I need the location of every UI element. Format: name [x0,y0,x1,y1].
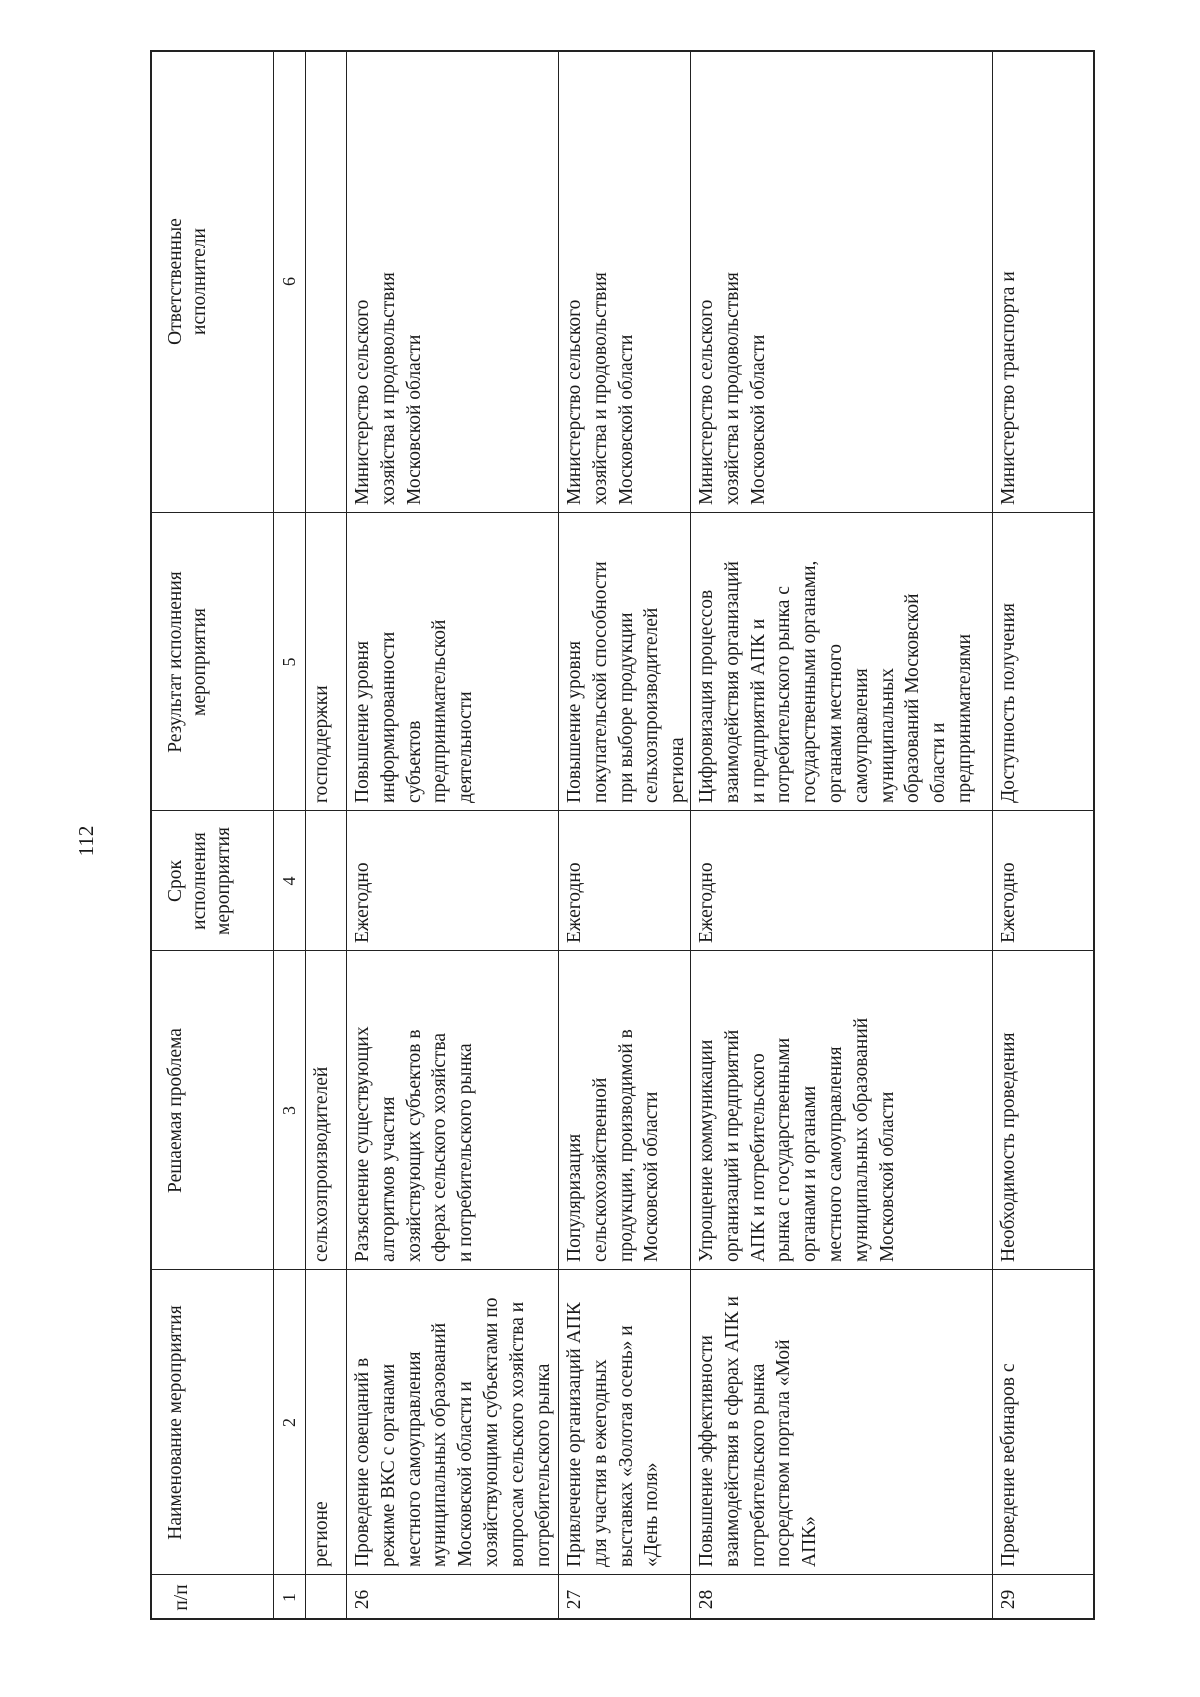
activities-table [150,50,1095,1620]
table-row-result: Цифровизация процессов взаимодействия организаций и предприятий АПК и потребительского рынка с государственными органами, органами местного самоуправления муниципальных образований Московской области и предпринимателями [696,560,975,803]
header-executor: Ответственные исполнители [165,218,210,345]
table-row-result: господдержки [311,685,332,803]
table-row-name: Привлечение организаций АПК для участия в ежегодных выставках «Золотая осень» и «День поля» [564,1302,663,1567]
column-number: 3 [279,1106,299,1115]
table-row-executor: Министерство сельского хозяйства и продовольствия Московской области [564,272,637,505]
column-number: 4 [279,876,299,886]
table-row-num [305,1575,346,1620]
table-row-name: Повышение эффективности взаимодействия в сферах АПК и потребительского рынка посредством портала «Мой АПК» [696,1296,821,1567]
table-row-problem: Разъяснение существующих алгоритмов участия хозяйствующих субъектов в сферах сельского хозяйства и потребительского рынка [352,1026,477,1262]
table-row-executor: Министерство сельского хозяйства и продовольствия Московской области [352,272,425,505]
column-number: 2 [279,1418,299,1427]
table-row-problem: Упрощение коммуникации организаций и предприятий АПК и потребительского рынка с государственными органами и органами местного самоуправления муниципальных образований Московской области [696,1017,898,1262]
table-row-executor [305,50,346,513]
table-row-num: 28 [696,1589,717,1610]
header-num: п/п [171,1584,192,1611]
table-row-problem: Популяризация сельскохозяйственной продукции, производимой в Московской области [564,1029,663,1262]
page-number: 112 [74,825,98,857]
table-row-name: регионе [311,1501,332,1567]
table-row-name: Проведение вебинаров с [998,1363,1019,1567]
table-row-num: 27 [564,1589,585,1610]
table-row-term [305,811,346,951]
table-row-name: Проведение совещаний в режиме ВКС с органами местного самоуправления муниципальных образований Московской области и хозяйствующими субъектами по вопросам сельского хозяйства и потребительского рынка [352,1297,554,1567]
table-row-num: 26 [352,1589,373,1610]
header-result: Результат исполнения мероприятия [165,571,210,753]
table-row-num: 29 [998,1589,1019,1610]
table-row-term: Ежегодно [352,862,373,943]
table-row-problem: сельхозпроизводителей [311,1066,332,1262]
column-number: 5 [279,657,299,667]
rotated-table-wrapper [150,50,1095,1620]
column-number: 6 [279,277,299,286]
table-row-term: Ежегодно [564,862,585,943]
table-row-result: Доступность получения [998,603,1019,803]
table-row-executor: Министерство сельского хозяйства и продовольствия Московской области [696,272,769,505]
table-row-problem: Необходимость проведения [998,1032,1019,1262]
table-row-term: Ежегодно [998,862,1019,943]
header-problem: Решаемая проблема [165,1028,186,1193]
header-name: Наименование мероприятия [165,1305,186,1540]
table-row-term: Ежегодно [696,862,717,943]
header-term: Срок исполнения мероприятия [165,827,234,936]
column-number: 1 [279,1593,299,1602]
table-row-result: Повышение уровня покупательской способности при выборе продукции сельхозпроизводителей региона [564,561,689,803]
table-row-executor: Министерство транспорта и [998,271,1019,505]
table-row-result: Повышение уровня информированности субъектов предпринимательской деятельности [352,619,477,803]
